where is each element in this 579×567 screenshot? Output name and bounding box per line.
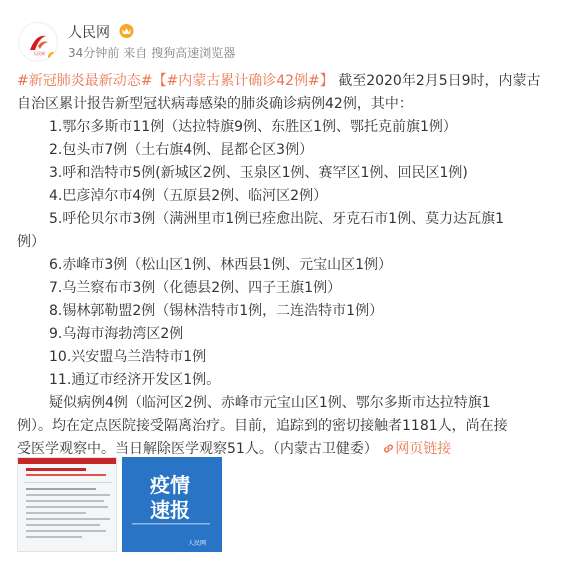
intro-text: 截至2020年2月5日9时，内蒙古 <box>338 73 541 89</box>
web-link[interactable] <box>382 441 451 457</box>
suspect-text: 例）。均在定点医院接受隔离治疗。目前，追踪到的密切接触者1181人，尚在接 <box>17 418 508 434</box>
source-prefix: 来自 <box>123 46 148 60</box>
list-item: 1.鄂尔多斯市11例（达拉特旗9例、东胜区1例、鄂托克前旗1例） <box>49 119 457 135</box>
post-meta <box>68 44 239 61</box>
gold-member-icon <box>118 23 135 39</box>
post-time[interactable]: 34分钟前 <box>68 46 120 60</box>
topic-tag[interactable]: 【#内蒙古累计确诊42例#】 <box>152 73 334 89</box>
suspect-text: 疑似病例4例（临河区2例、赤峰市元宝山区1例、鄂尔多斯市达拉特旗1 <box>49 395 491 411</box>
list-item: 8.锡林郭勒盟2例（锡林浩特市1例，二连浩特市1例） <box>49 303 384 319</box>
list-item: 5.呼伦贝尔市3例（满洲里市1例已痊愈出院、牙克石市1例、莫力达瓦旗1 <box>49 211 504 227</box>
list-item: 11.通辽市经济开发区1例。 <box>49 372 221 388</box>
list-item: 10.兴安盟乌兰浩特市1例 <box>49 349 207 365</box>
intro-text: 自治区累计报告新型冠状病毒感染的肺炎确诊病例42例，其中： <box>17 96 413 112</box>
topic-tag[interactable]: #新冠肺炎最新动态# <box>17 73 153 89</box>
list-item-wrap: 例） <box>17 234 45 250</box>
author-name[interactable]: 人民网 <box>68 25 110 41</box>
cover-title-1: 疫情 <box>150 473 190 497</box>
list-item: 2.包头市7例（土右旗4例、昆都仑区3例） <box>49 142 314 158</box>
avatar[interactable] <box>18 22 58 62</box>
list-item: 4.巴彦淖尔市4例（五原县2例、临河区2例） <box>49 188 328 204</box>
post-content <box>17 70 562 461</box>
document-preview-icon <box>18 458 117 552</box>
svg-text:人民网: 人民网 <box>33 51 45 56</box>
thumbnail-document[interactable] <box>17 457 117 552</box>
post-header <box>18 22 538 62</box>
list-item: 9.乌海市海勃湾区2例 <box>49 326 184 342</box>
cover-logo: 人民网 <box>187 540 206 547</box>
thumbnail-epidemic-report[interactable] <box>122 457 222 552</box>
post-source[interactable]: 搜狗高速浏览器 <box>151 46 236 60</box>
link-icon <box>382 442 395 455</box>
link-text: 网页链接 <box>395 441 452 457</box>
report-cover-icon <box>122 457 222 552</box>
verified-badge-icon: v <box>46 50 58 62</box>
list-item: 3.呼和浩特市5例(新城区2例、玉泉区1例、赛罕区1例、回民区1例) <box>49 165 468 181</box>
cover-title-2: 速报 <box>150 498 190 522</box>
list-item: 6.赤峰市3例（松山区1例、林西县1例、元宝山区1例） <box>49 257 392 273</box>
list-item: 7.乌兰察布市3例（化德县2例、四子王旗1例） <box>49 280 342 296</box>
suspect-text: 受医学观察中。当日解除医学观察51人。（内蒙古卫健委） <box>17 441 378 457</box>
